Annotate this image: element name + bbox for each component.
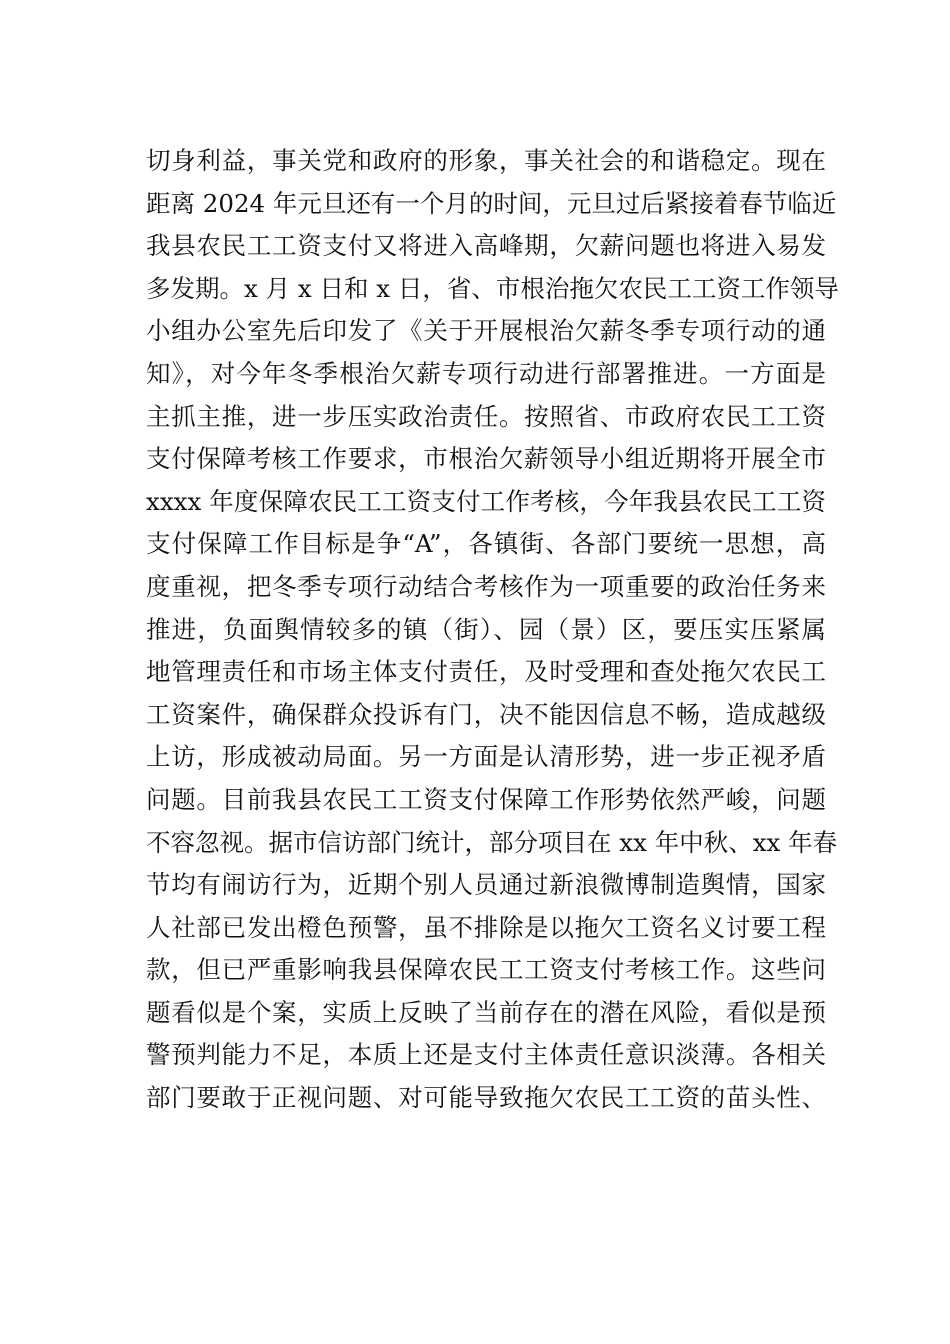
text-line: 地管理责任和市场主体支付责任，及时受理和查处拖欠农民工 xyxy=(146,657,826,687)
text-line: xxxx 年度保障农民工工资支付工作考核，今年我县农民工工资 xyxy=(146,486,826,516)
text-line: 题看似是个案，实质上反映了当前存在的潜在风险，看似是预 xyxy=(146,997,826,1027)
text-line: 支付保障工作目标是争“A”，各镇街、各部门要统一思想，高 xyxy=(146,529,826,559)
text-line: 问题。目前我县农民工工资支付保障工作形势依然严峻，问题 xyxy=(146,784,826,814)
text-line: 节均有闹访行为，近期个别人员通过新浪微博制造舆情，国家 xyxy=(146,870,826,900)
text-line: 支付保障考核工作要求，市根治欠薪领导小组近期将开展全市 xyxy=(146,444,826,474)
text-line: 切身利益，事关党和政府的形象，事关社会的和谐稳定。现在 xyxy=(146,146,826,175)
text-line: 警预判能力不足，本质上还是支付主体责任意识淡薄。各相关 xyxy=(146,1040,826,1070)
text-line: 多发期。x 月 x 日和 x 日，省、市根治拖欠农民工工资工作领导 xyxy=(146,273,839,303)
body-paragraph xyxy=(146,140,839,1120)
text-line: 推进，负面舆情较多的镇（街）、园（景）区，要压实压紧属 xyxy=(146,614,826,644)
text-line: 主抓主推，进一步压实政治责任。按照省、市政府农民工工资 xyxy=(146,401,826,431)
text-line: 知》，对今年冬季根治欠薪专项行动进行部署推进。一方面是 xyxy=(146,358,826,388)
text-line: 不容忽视。据市信访部门统计，部分项目在 xx 年中秋、xx 年春 xyxy=(146,827,838,857)
text-line: 度重视，把冬季专项行动结合考核作为一项重要的政治任务来 xyxy=(146,571,826,601)
text-line: 人社部已发出橙色预警，虽不排除是以拖欠工资名义讨要工程 xyxy=(146,912,826,942)
text-line: 款，但已严重影响我县保障农民工工资支付考核工作。这些问 xyxy=(146,955,826,985)
text-line: 工资案件，确保群众投诉有门，决不能因信息不畅，造成越级 xyxy=(146,699,826,729)
text-line: 小组办公室先后印发了《关于开展根治欠薪冬季专项行动的通 xyxy=(146,316,826,346)
text-line: 部门要敢于正视问题、对可能导致拖欠农民工工资的苗头性、 xyxy=(146,1083,826,1113)
text-line: 我县农民工工资支付又将进入高峰期，欠薪问题也将进入易发 xyxy=(146,231,826,261)
text-line: 上访，形成被动局面。另一方面是认清形势，进一步正视矛盾 xyxy=(146,742,826,772)
text-line: 距离 2024 年元旦还有一个月的时间，元旦过后紧接着春节临近 xyxy=(146,188,837,218)
